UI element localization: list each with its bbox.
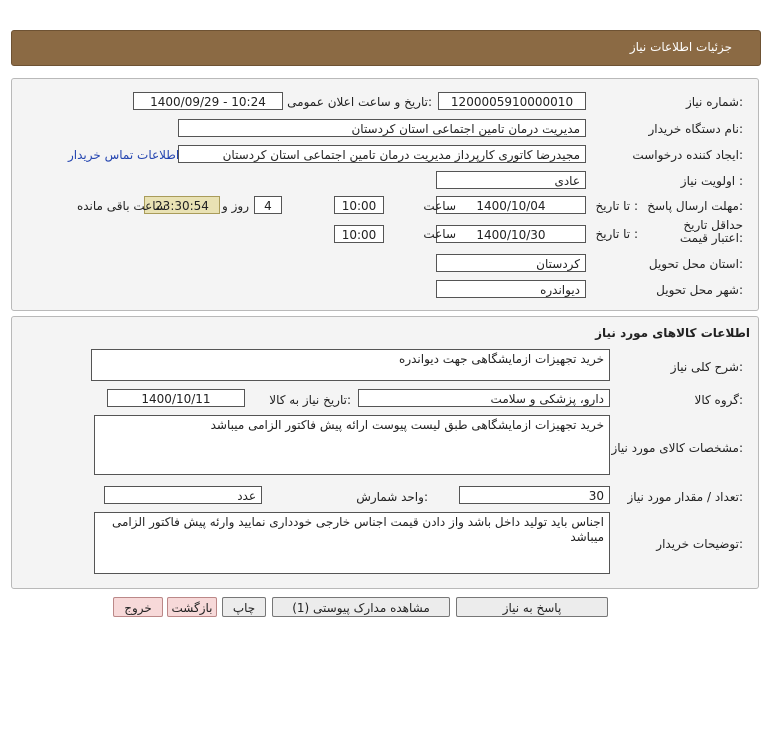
remaining-label: ساعت باقی مانده — [76, 199, 166, 213]
back-button[interactable]: بازگشت — [167, 597, 217, 617]
reply-to-date-label: تا تاریخ : — [595, 199, 638, 213]
validity-time-field: 10:00 — [334, 225, 384, 243]
remaining-time-field: 23:30:54 — [144, 196, 220, 214]
city-field: دیواندره — [436, 280, 586, 298]
creator-field: مجیدرضا کاتوری کارپرداز مدیریت درمان تامین اجتماعی استان کردستان — [178, 145, 586, 163]
need-info-panel — [11, 78, 759, 311]
reply-time-field: 10:00 — [334, 196, 384, 214]
buyer-contact-link[interactable]: اطلاعات تماس خریدار — [68, 148, 180, 162]
desc-label: توضیحات خریدار: — [656, 537, 743, 551]
announce-field: 1400/09/29 - 10:24 — [133, 92, 283, 110]
group-label: گروه کالا: — [694, 393, 743, 407]
days-field: 4 — [254, 196, 282, 214]
summary-field: خرید تجهیزات ازمایشگاهی جهت دیواندره — [91, 349, 610, 381]
need-date-label: تاریخ نیاز به کالا: — [269, 393, 351, 407]
goods-section-title: اطلاعات کالاهای مورد نیاز — [595, 326, 750, 340]
reply-deadline-label: مهلت ارسال پاسخ: — [647, 199, 743, 213]
province-field: کردستان — [436, 254, 586, 272]
need-number-label: شماره نیاز: — [685, 95, 743, 109]
validity-label: حداقل تاریخ اعتبار قیمت: — [679, 218, 743, 245]
unit-field: عدد — [104, 486, 262, 504]
spec-label: مشخصات کالای مورد نیاز: — [611, 441, 743, 455]
priority-field: عادی — [436, 171, 586, 189]
reply-time-label: ساعت — [423, 199, 456, 213]
city-label: شهر محل تحویل: — [656, 283, 743, 297]
need-date-field: 1400/10/11 — [107, 389, 245, 407]
priority-label: اولویت نیاز : — [680, 174, 743, 188]
days-label: روز و — [222, 199, 249, 213]
reply-date-field: 1400/10/04 — [436, 196, 586, 214]
buyer-label: نام دستگاه خریدار: — [648, 122, 743, 136]
goods-info-panel — [11, 316, 759, 589]
reply-button[interactable]: پاسخ به نیاز — [456, 597, 608, 617]
print-button[interactable]: چاپ — [222, 597, 266, 617]
page-title: جزئیات اطلاعات نیاز — [629, 40, 732, 54]
page-header — [11, 30, 761, 66]
unit-label: واحد شمارش: — [356, 490, 428, 504]
announce-label: تاریخ و ساعت اعلان عمومی: — [287, 95, 432, 109]
creator-label: ایجاد کننده درخواست: — [632, 148, 743, 162]
attachments-button[interactable]: مشاهده مدارک پیوستی (1) — [272, 597, 450, 617]
qty-label: تعداد / مقدار مورد نیاز: — [627, 490, 743, 504]
group-field: دارو، پزشکی و سلامت — [358, 389, 610, 407]
summary-label: شرح کلی نیاز: — [670, 360, 743, 374]
exit-button[interactable]: خروج — [113, 597, 163, 617]
province-label: استان محل تحویل: — [648, 257, 743, 271]
validity-to-date-label: تا تاریخ : — [595, 227, 638, 241]
spec-field: خرید تجهیزات ازمایشگاهی طبق لیست پیوست ارائه پیش فاکتور الزامی میباشد — [94, 415, 610, 475]
validity-time-label: ساعت — [423, 227, 456, 241]
desc-field: اجناس باید تولید داخل باشد واز دادن قیمت اجناس خارجی خودداری نمایید وارئه پیش فاکتور الزامی میباشد — [94, 512, 610, 574]
qty-field: 30 — [459, 486, 610, 504]
need-number-field: 1200005910000010 — [438, 92, 586, 110]
buyer-field: مدیریت درمان تامین اجتماعی استان کردستان — [178, 119, 586, 137]
validity-date-field: 1400/10/30 — [436, 225, 586, 243]
